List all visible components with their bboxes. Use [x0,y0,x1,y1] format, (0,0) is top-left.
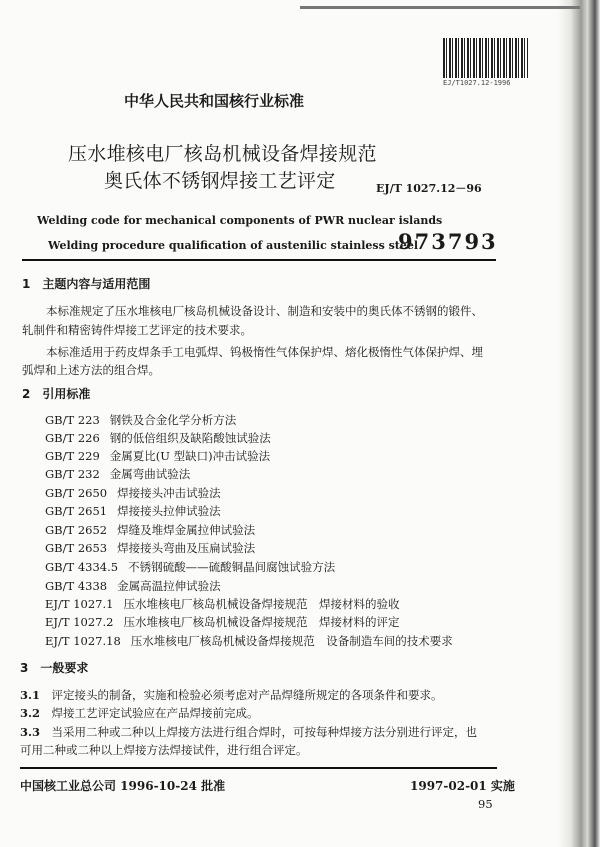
section1-line: 本标准适用于药皮焊条手工电弧焊、钨极惰性气体保护焊、熔化极惰性气体保护焊、埋 [46,345,483,359]
clause-text: 焊接工艺评定试验应在产品焊接前完成。 [51,706,259,720]
english-title-line2: Welding procedure qualification of austenilic stainless steel [48,239,419,252]
section1-heading: 1 主题内容与适用范围 [22,277,151,291]
reference-title: 焊缝及堆焊金属拉伸试验法 [117,523,256,537]
section2-heading: 2 引用标准 [22,387,91,401]
reference-item [45,430,271,446]
clause-text: 评定接头的制备，实施和检验必须考虑对产品焊缝所规定的各项条件和要求。 [51,688,443,702]
reference-code: GB/T 2652 [45,523,108,537]
clause-3-1 [20,687,443,703]
reference-title: 压水堆核电厂核岛机械设备焊接规范 焊接材料的验收 [123,597,400,611]
reference-title: 焊接接头拉伸试验法 [117,504,221,518]
clause-number: 3.2 [20,706,41,720]
reference-item [45,485,221,501]
reference-title: 焊接接头冲击试验法 [117,486,221,500]
page-number: 95 [478,797,493,811]
reference-item [45,466,190,482]
reference-code: GB/T 2651 [45,504,108,518]
title-line1: 压水堆核电厂核岛机械设备焊接规范 [68,143,377,165]
reference-code: GB/T 2650 [45,486,108,500]
reference-item [45,448,270,464]
reference-title: 钢的低倍组织及缺陷酸蚀试验法 [109,431,271,445]
reference-item [45,559,335,575]
clause-number: 3.3 [20,725,41,739]
reference-title: 压水堆核电厂核岛机械设备焊接规范 设备制造车间的技术要求 [130,634,453,648]
reference-title: 压水堆核电厂核岛机械设备焊接规范 焊接材料的评定 [123,615,400,629]
reference-title: 钢铁及合金化学分析方法 [109,413,237,427]
section1-line: 本标准规定了压水堆核电厂核岛机械设备设计、制造和安装中的奥氏体不锈钢的锻件、 [46,304,483,318]
title-line2: 奥氏体不锈钢焊接工艺评定 [104,170,336,192]
clause-3-3 [20,724,477,740]
reference-code: GB/T 2653 [45,541,108,555]
clause-number: 3.1 [20,688,41,702]
reference-code: EJ/T 1027.1 [45,597,114,611]
approval-text: 中国核工业总公司 1996-10-24 批准 [20,779,226,793]
section1-line: 轧制件和精密铸件焊接工艺评定的技术要求。 [22,323,252,337]
barcode [443,38,528,78]
reference-item [45,633,453,649]
english-title-line1: Welding code for mechanical components of PWR nuclear islands [37,214,443,227]
header-rule [22,259,496,261]
scan-edge-shadow [558,0,600,847]
effective-date: 1997-02-01 实施 [410,779,515,793]
reference-item [45,614,399,630]
reference-code: GB/T 4338 [45,579,108,593]
scan-top-edge [300,6,580,9]
standard-code: EJ/T 1027.12－96 [376,182,482,195]
reference-code: GB/T 232 [45,467,100,481]
reference-title: 金属高温拉伸试验法 [117,579,221,593]
reference-item [45,540,255,556]
reference-code: GB/T 229 [45,449,100,463]
section1-line: 弧焊和上述方法的组合焊。 [22,363,160,377]
reference-title: 金属夏比(U 型缺口)冲击试验法 [109,449,271,463]
clause-3-2 [20,705,259,721]
reference-title: 不锈钢硫酸——硫酸铜晶间腐蚀试验方法 [128,560,336,574]
reference-code: GB/T 226 [45,431,100,445]
reference-item [45,578,221,594]
document-number: 973793 [398,229,498,254]
reference-item [45,522,255,538]
standard-category: 中华人民共和国核行业标准 [124,92,305,110]
reference-title: 金属弯曲试验法 [109,467,191,481]
reference-code: GB/T 4334.5 [45,560,119,574]
reference-code: EJ/T 1027.2 [45,615,114,629]
clause-text: 当采用二种或二种以上焊接方法进行组合焊时，可按每种焊接方法分别进行评定，也 [51,725,478,739]
reference-item [45,596,399,612]
section3-heading: 3 一般要求 [20,661,89,675]
reference-item [45,412,236,428]
reference-code: GB/T 223 [45,413,100,427]
barcode-text: EJ/T1027.12-1996 [443,79,511,87]
reference-code: EJ/T 1027.18 [45,634,121,648]
footer-rule [20,767,497,769]
reference-title: 焊接接头弯曲及压扁试验法 [117,541,256,555]
reference-item [45,503,221,519]
clause-3-3-continuation: 可用二种或二种以上焊接方法焊接试件，进行组合评定。 [20,743,308,757]
